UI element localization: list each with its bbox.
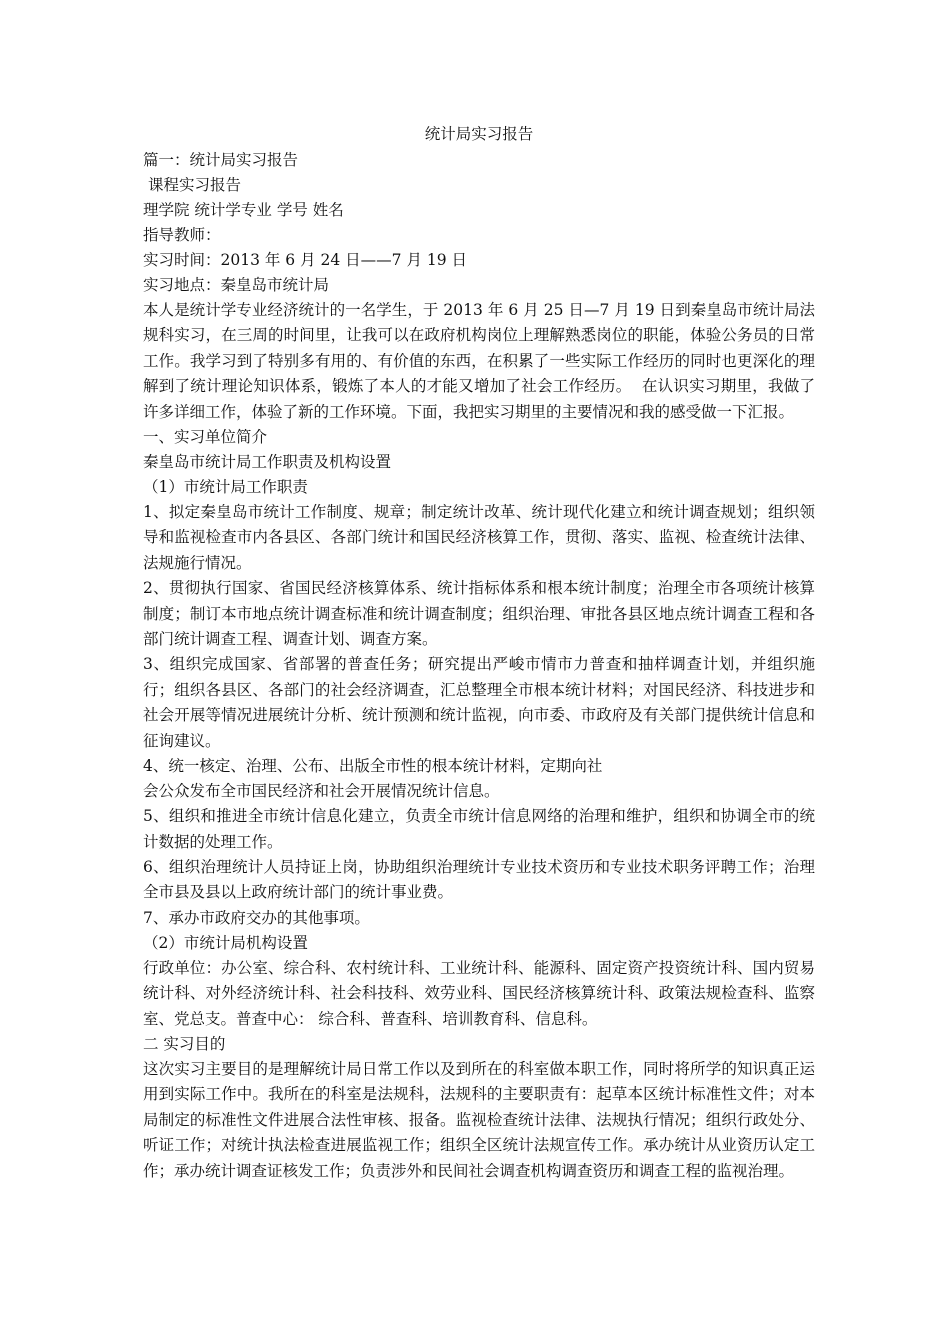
duty-item-4: 4、统一核定、治理、公布、出版全市性的根本统计材料，定期向社: [143, 757, 603, 776]
subheading-duties: （1）市统计局工作职责: [143, 478, 308, 497]
subheading-structure: （2）市统计局机构设置: [143, 933, 308, 952]
document-page: [143, 122, 815, 1184]
section-heading: 篇一：统计局实习报告: [143, 151, 299, 169]
structure-paragraph: 行政单位：办公室、综合科、农村统计科、工业统计科、能源科、固定资产投资统计科、国内贸易统计科、对外经济统计科、社会科技科、效劳业科、国民经济核算统计科、政策法规检查科、监察室、党总支。普查中心： 综合科、普查科、培训教育科、信息科。: [143, 958, 815, 1028]
student-info: 理学院 统计学专业 学号 姓名: [143, 201, 344, 219]
duty-item-6: 6、组织治理统计人员持证上岗，协助组织治理统计专业技术资历和专业技术职务评聘工作；治理全市县及县以上政府统计部门的统计事业费。: [143, 857, 815, 902]
internship-time: 实习时间：2013 年 6 月 24 日——7 月 19 日: [143, 251, 468, 269]
section-heading-1: 一、实习单位简介: [143, 428, 268, 447]
intro-paragraph: 本人是统计学专业经济统计的一名学生，于 2013 年 6 月 25 日—7 月 19 日到秦皇岛市统计局法规科实习，在三周的时间里，让我可以在政府机构岗位上理解熟悉岗位的职能，体验公务员的日常工作。我学习到了特别多有用的、有价值的东西，在积累了一些实际工作经历的同时也更深化的理解到了统计理论知识体系，锻炼了本人的才能又增加了社会工作经历。 在认识实习期里，我做了许多详细工作，体验了新的工作环境。下面，我把实习期里的主要情况和我的感受做一下汇报。: [143, 301, 815, 421]
document-title: 统计局实习报告: [424, 125, 534, 143]
duty-item-4-cont: 会公众发布全市国民经济和社会开展情况统计信息。: [143, 782, 500, 801]
duty-item-1: 1、拟定秦皇岛市统计工作制度、规章；制定统计改革、统计现代化建立和统计调查规划；组织领导和监视检查市内各县区、各部门统计和国民经济核算工作，贯彻、落实、监视、检查统计法律、法规施行情况。: [143, 503, 815, 572]
duty-item-7: 7、承办市政府交办的其他事项。: [143, 908, 370, 927]
duty-item-2: 2、贯彻执行国家、省国民经济核算体系、统计指标体系和根本统计制度；治理全市各项统计核算制度；制订本市地点统计调查标准和统计调查制度；组织治理、审批各县区地点统计调查工程和各部门统计调查工程、调查计划、调查方案。: [143, 579, 815, 649]
subsection-heading: 秦皇岛市统计局工作职责及机构设置: [143, 453, 392, 472]
duty-item-5: 5、组织和推进全市统计信息化建立，负责全市统计信息网络的治理和维护，组织和协调全市的统计数据的处理工作。: [143, 807, 815, 851]
duty-item-3: 3、组织完成国家、省部署的普查任务；研究提出严峻市情市力普查和抽样调查计划，并组织施行；组织各县区、各部门的社会经济调查，汇总整理全市根本统计材料；对国民经济、科技进步和社会开展等情况进展统计分析、统计预测和统计监视，向市委、市政府及有关部门提供统计信息和征询建议。: [143, 655, 815, 750]
advisor-line: 指导教师：: [143, 226, 221, 244]
section-heading-2: 二 实习目的: [143, 1034, 226, 1053]
internship-location: 实习地点：秦皇岛市统计局: [143, 276, 330, 294]
purpose-paragraph: 这次实习主要目的是理解统计局日常工作以及到所在的科室做本职工作，同时将所学的知识真正运用到实际工作中。我所在的科室是法规科，法规科的主要职责有：起草本区统计标准性文件；对本局制定的标准性文件进展合法性审核、报备。监视检查统计法律、法规执行情况；组织行政处分、听证工作；对统计执法检查进展监视工作；组织全区统计法规宣传工作。承办统计从业资历认定工作；承办统计调查证核发工作；负责涉外和民间社会调查机构调查资历和调查工程的监视治理。: [143, 1059, 815, 1180]
report-type: 课程实习报告: [143, 176, 241, 194]
